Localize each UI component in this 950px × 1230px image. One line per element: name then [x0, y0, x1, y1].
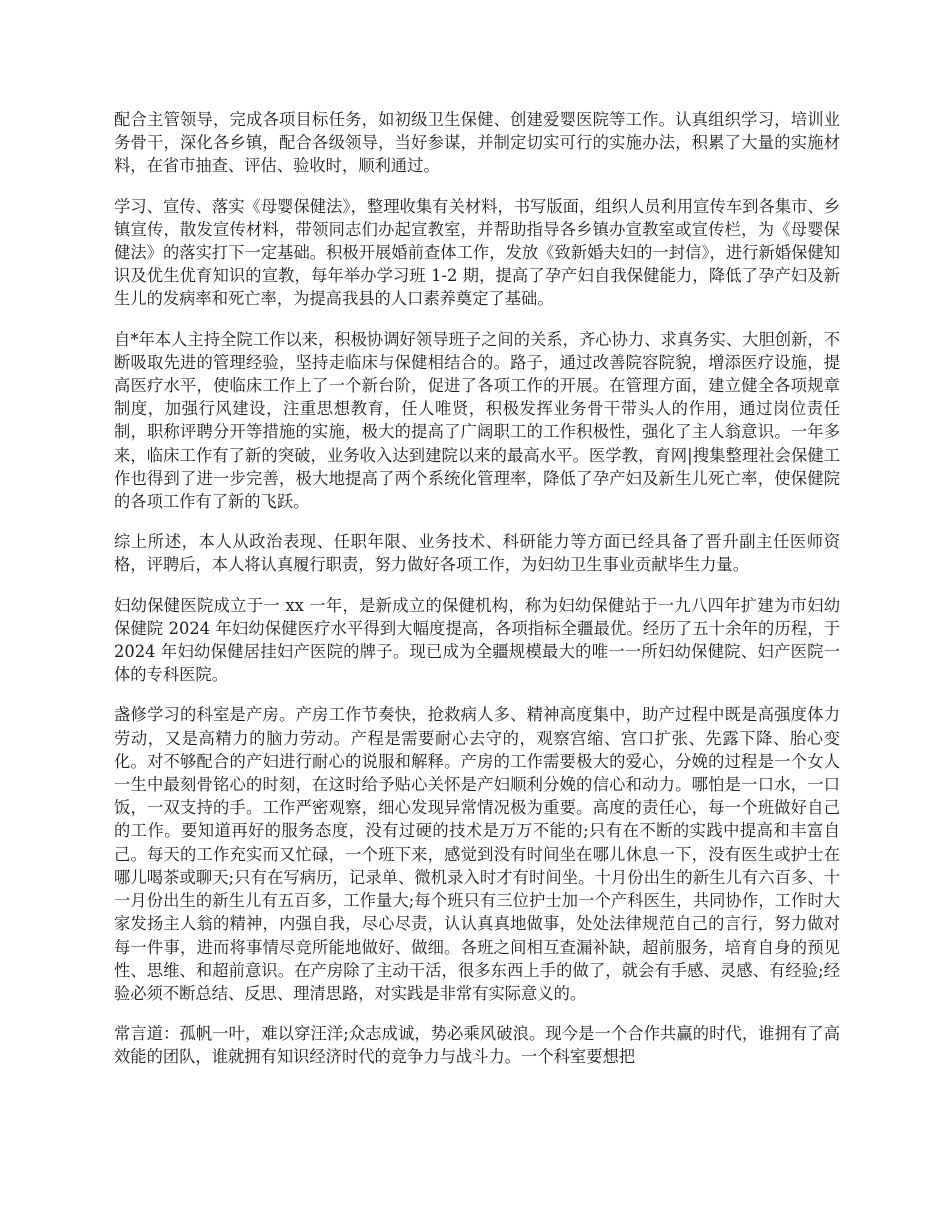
paragraph-7: 常言道：孤帆一叶，难以穿汪洋;众志成诚，势必乘风破浪。现今是一个合作共赢的时代，谁拥有了高效能的团队，谁就拥有知识经济时代的竞争力与战斗力。一个科室要想把: [114, 1024, 840, 1067]
paragraph-6: 盏修学习的科室是产房。产房工作节奏快，抢救病人多、精神高度集中，助产过程中既是高强度体力劳动，又是高精力的脑力劳动。产程是需要耐心去守的，观察宫缩、宫口扩张、先露下降、胎心变化。对不够配合的产妇进行耐心的说服和解释。产房的工作需要极大的爱心，分娩的过程是一个女人一生中最刻骨铭心的时刻，在这时给予贴心关怀是产妇顺利分娩的信心和动力。哪怕是一口水，一口饭，一双支持的手。工作严密观察，细心发现异常情况极为重要。高度的责任心，每一个班做好自己的工作。要知道再好的服务态度，没有过硬的技术是万万不能的;只有在不断的实践中提高和丰富自己。每天的工作充实而又忙碌，一个班下来，感觉到没有时间坐在哪儿休息一下，没有医生或护士在哪儿喝茶或聊天;只有在写病历，记录单、微机录入时才有时间坐。十月份出生的新生儿有六百多、十一月份出生的新生儿有五百多，工作量大;每个班只有三位护士加一个产科医生，共同协作，工作时大家发扬主人翁的精神，内强自我，尽心尽责，认认真真地做事，处处法律规范自己的言行，努力做对每一件事，进而将事情尽竞所能地做好、做细。各班之间相互查漏补缺，超前服务，培育自身的预见性、思维、和超前意识。在产房除了主动干活，很多东西上手的做了，就会有手感、灵感、有经验;经验必须不断总结、反思、理清思路，对实践是非常有实际意义的。: [114, 705, 840, 1003]
paragraph-2: 学习、宣传、落实《母婴保健法》，整理收集有关材料，书写版面，组织人员利用宣传车到各集市、乡镇宣传，散发宣传材料，带领同志们办起宣教室，并帮助指导各乡镇办宣教室或宣传栏，为《母婴保健法》的落实打下一定基础。积极开展婚前查体工作，发放《致新婚夫妇的一封信》，进行新婚保健知识及优生优育知识的宣教，每年举办学习班 1-2 期，提高了孕产妇自我保健能力，降低了孕产妇及新生儿的发病率和死亡率，为提高我县的人口素养奠定了基础。: [114, 196, 840, 309]
document-body: [114, 108, 840, 1069]
paragraph-4: 综上所述，本人从政治表现、任职年限、业务技术、科研能力等方面已经具备了晋升副主任医师资格，评聘后，本人将认真履行职责，努力做好各项工作，为妇幼卫生事业贡献毕生力量。: [114, 532, 840, 575]
paragraph-5: 妇幼保健医院成立于一 xx 一年，是新成立的保健机构，称为妇幼保健站于一九八四年扩建为市妇幼保健院 2024 年妇幼保健医疗水平得到大幅度提高，各项指标全疆最优。经历了五十余年的历程，于 2024 年妇幼保健居挂妇产医院的牌子。现已成为全疆规模最大的唯一一所妇幼保健院、妇产医院一体的专科医院。: [114, 595, 840, 685]
paragraph-1: 配合主管领导，完成各项目标任务，如初级卫生保健、创建爱婴医院等工作。认真组织学习，培训业务骨干，深化各乡镇，配合各级领导，当好参谋，并制定切实可行的实施办法，积累了大量的实施材料，在省市抽查、评估、验收时，顺利通过。: [114, 110, 840, 176]
paragraph-3: 自*年本人主持全院工作以来，积极协调好领导班子之间的关系，齐心协力、求真务实、大胆创新，不断吸取先进的管理经验，坚持走临床与保健相结合的。路子，通过改善院容院貌，增添医疗设施，提高医疗水平，使临床工作上了一个新台阶，促进了各项工作的开展。在管理方面，建立健全各项规章制度，加强行风建设，注重思想教育，任人唯贤，积极发挥业务骨干带头人的作用，通过岗位责任制，职称评聘分开等措施的实施，极大的提高了广阔职工的工作积极性，强化了主人翁意识。一年多来，临床工作有了新的突破，业务收入达到建院以来的最高水平。医学教，育网|搜集整理社会保健工作也得到了进一步完善，极大地提高了两个系统化管理率，降低了孕产妇及新生儿死亡率，使保健院的各项工作有了新的飞跃。: [114, 329, 840, 512]
